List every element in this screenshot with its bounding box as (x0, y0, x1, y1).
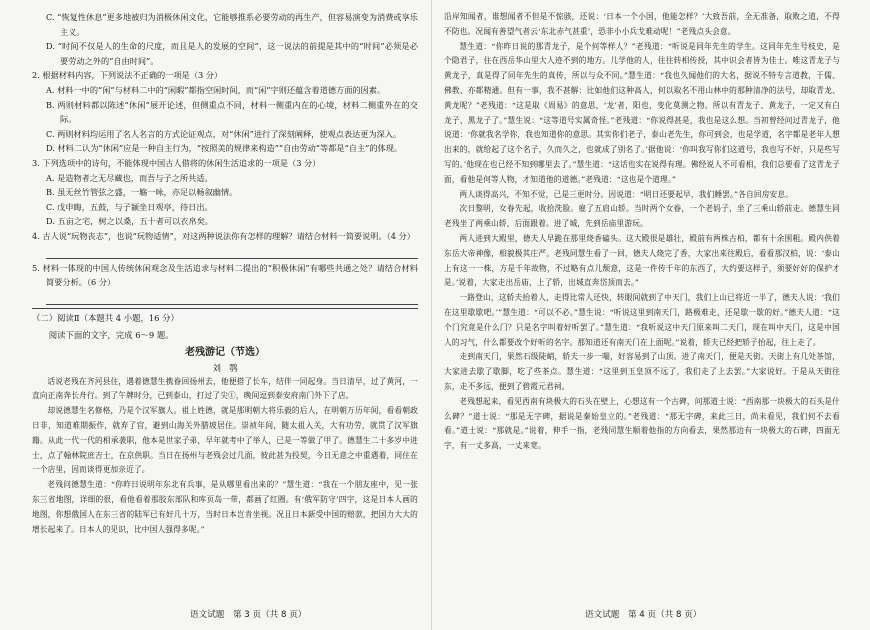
option-line: A. 是造物者之无尽藏也，而吾与子之所共适。 (46, 172, 213, 183)
section-note: 阅读下面的文字，完成 6～9 题。 (48, 329, 174, 340)
passage-paragraph: 一路登山，这轿夫抬着人，走得比常人还快，转眼间就到了中天门，我们上山已将近一半了，德夫人说：‘我们在这里歇歇吧。’”慧生道：“可以不必。”慧生说：“听说这里到南天门，路极难走，还是歇一歇的好。”德夫人道：“这个门究竟是什么门？只是名字叫着好听罢了。”慧生道：“我听说这中天门原来叫二天门，现在叫中天门，这是中国人的习气，什么都要改个好听的名字。那知道还有南天门在上面呢。”说着，轿夫已经把轿子抬起，往上走了。 (444, 293, 840, 347)
question-line: 4. 古人说“玩物丧志”，也说“玩物适情”，对这两种说法你有怎样的理解？请结合材料一简要说明。（4 分） (32, 230, 415, 241)
passage-paragraph: 老残问德慧生道：“你昨日说明年东北有兵事，是从哪里看出来的？”慧生道：“我在一个朋友座中，见一张东三省地图，详细的很，看他看着那胶东部队和库页岛一带，都画了红圈。有‘俄军防守’四字，这是日本人画的地图，你想俄国人在东三省的陆军已有好几十万，当时日本岂肯坐视。况且日本新受中国的赔款，把国力大大的增长起来了。日本人的见识，比中国人强得多呢。” (32, 480, 418, 534)
option-line: B. 两则材料都以陈述“休闲”展开论述，但侧重点不同，材料一侧重内在的心境，材料二侧重外在的交际。 (46, 99, 418, 125)
question-line: 2. 根据材料内容，下列说法不正确的一项是（3 分） (32, 70, 223, 81)
answer-blank[interactable] (46, 246, 418, 259)
question-line: 3. 下列选项中的诗句，不能体现中国古人借将的休闲生活追求的一项是（3 分） (32, 157, 321, 168)
answer-blank[interactable] (46, 292, 418, 305)
page-footer-left: 语文试题 第 3 页（共 8 页） (190, 610, 307, 620)
question-line: 5. 材料一体现的中国人传统休闲观念及生活追求与材料二提出的“积极休闲”有哪些共通之处？请结合材料简要分析。（6 分） (32, 262, 418, 288)
passage-paragraph: 老残想起来，看见西南有块极大的石头在壁上，心想这有一个古碑，问那道士说：“西南那一块极大的石头是什么碑？”道士说：“那是无字碑，据说是秦始皇立的。”老残道：“那无字碑，来此三日，尚未看见，我们何不去看看。”道士说：“那就是。”说着，伸手一指，老残同慧生顺着他指的方向看去，果然那边有一块极大的石碑，四面无字，有一丈多高，一丈来宽。 (444, 396, 840, 451)
passage-paragraph: 慧生道：“你昨日说的那青龙子，是个何等样人？”老残道：“听说是同年先生的学生。这同年先生号枝史，是个隐君子，住在西岳华山里大人迹不到的地方。儿学他的人，往往转相传授，其中识会者皆为佳士。唯这青龙子与黄龙子，真是得了同年先生的真传，所以与众不同。”慧生道：“我也久闻他们的大名，据说不特专言道教，于儒、佛教、亦都精通。但有一事，我不甚解：比如他们这种高人，何以取名不用山林中的那种清净的法号，却取青龙、黄龙呢？”老残道：“这是取《周易》的意思，‘龙’者，阳也，变化莫测之物。所以有青龙子、黄龙子，一定又有白龙子、黑龙子了。”慧生说：“这等道号实属奇怪。”老残道：“你说得甚是，我也是这么想。当初曾经问过青龙子，他说道：‘你就我名学你，我也知道你的意思。其实你们老子，泰山老先生，你可到会，也是学道，名字都是老年人想出来的，就给起了这个名子，久而久之，也就成了别名了。’据他说：‘你叫我写你们这道号，我也写不好，只是些写写的。’他现在也已经不知到哪里去了。”慧生道：“这话也实在说得有理。佛经说人不可看相，我们总要看了这青龙子面，看他是何等人物，才知道他的道德。”老残道：“这也是个道理。” (444, 41, 840, 184)
section-heading: （二）阅读Ⅱ（本题共 4 小题，16 分） (32, 312, 179, 323)
left-page (32, 10, 418, 537)
passage-paragraph: 次日黎明，女眷先起，收拾洗脸。雇了五肩山轿。当时两个女眷，一个老妈子，坐了三乘山轿前走。德慧生同老残坐了两乘山轿，后面跟着。进了城，先到岳庙里游玩。 (444, 204, 840, 229)
passage-paragraph: 沿岸知闻者，谁想闻者不但是不惊骇，还说：‘日本一个小国，他能怎样？’大致吾前，全无准备，取败之道，不得不防也。况闻有善望气者云‘东北赤气甚重’，恐非小小兵戈难动呢！”老残点头会意。 (444, 12, 840, 36)
passage-paragraph: 两人进到大殿里，德夫人早跪在那里烧香磕头。这大殿很是雄壮，殿前有两株古柏，都有十余围粗。殿内供着东岳大帝神像，相貌极其庄严。老残同慧生看了一回，德夫人烧完了香，大家出来往殿后，看看那汉柏，说：‘泰山上有这一一株，方是千年故物，不过略有点儿颓意，这是一件传千年的东西了，大约要这样子，须要好好的保护才是。’说着，大家走出岳庙，上了轿，出城直奔岱顶而去。” (444, 233, 840, 288)
option-line: C. 两则材料均运用了名人名言的方式论证观点，对“休闲”进行了深刻阐释，使观点表达更为深入。 (46, 128, 402, 139)
passage-paragraph: 两人谈得高兴，不知不觉，已是三更时分。因说道：“明日还要起早，我们睡罢。”各自回房安息。 (459, 189, 794, 199)
option-line: A. 材料一中的“闲”与材料二中的“闲暇”都指空闲时间，而“闲”字则还蕴含着道德方面的因素。 (46, 84, 386, 95)
right-page (444, 10, 840, 454)
page-footer-right: 语文试题 第 4 页（共 8 页） (585, 610, 702, 620)
page-gutter (431, 0, 432, 630)
passage-author: 刘 鹗 (212, 362, 238, 373)
option-line: D. 材料二认为“休闲”应是一种自主行为，“按照美的规律来构造”“自由劳动”等都是“自主”的体现。 (46, 143, 403, 154)
passage-title: 老残游记（节选） (185, 346, 265, 358)
option-line: C. “恢复性休息”更多地被归为消极休闲文化，它能够推系必要劳动的再生产，但容易演变为消费或享乐主义。 (46, 12, 418, 37)
passage-paragraph: 话说老残在齐河县住，遇着德慧生携眷回扬州去，他便搭了长车，结伴一同起身。当日清早，过了黄河，一直向正南奔长舟行。到了午牌时分，已到泰山，打过了尖①，晚间逗到泰安府南门外下了店。 (32, 376, 418, 401)
option-line: C. 戊申晦，五鼓，与子颍坐日观亭，待日出。 (46, 201, 213, 212)
divider (32, 308, 418, 309)
option-line: D. 五亩之宅，树之以桑，五十者可以衣帛矣。 (46, 216, 214, 227)
passage-paragraph: 却说德慧生名修格，乃是个汉军旗人。祖上姓德，就是那明朝大将乐毅的后人，在明朝万历年间，看看朝政日非，知道难期振作，就弃了官，避到山海关外腊坡居住。崇祯年间，随太祖入关，大有功劳，就贯了汉军旗籍。从此一代一代的相承袭职，他本是世家子弟，早年就考中了举人，已是一等做了甲了。德慧生二十多岁中进士，点了翰林院庶吉士，在京供职。当日在扬州与老残会过几面，彼此甚为投契，今日无意之中重遇着，同住在一个店里，因而谈得更加亲近了。 (32, 406, 418, 475)
option-line: D. “时间不仅是人的生命的尺度，而且是人的发展的空间”，这一说法的前提是其中的“时间”必须是必要劳动之外的“自由时间”。 (46, 41, 418, 66)
option-line: B. 虽无丝竹管弦之盛，一觞一咏，亦足以畅叙幽情。 (46, 187, 238, 198)
passage-paragraph: 走到南天门，果然石级陡峭，轿夫一步一喘，好容易到了山顶。进了南天门，便是天街。天街上有几处茶馆，大家进去歇了歇脚，吃了些茶点。慧生道：“这里到玉皇顶不远了，我们走了上去罢。”大家说好。于是从天街往东，走不多远，便到了碧霞元君祠。 (444, 352, 840, 391)
